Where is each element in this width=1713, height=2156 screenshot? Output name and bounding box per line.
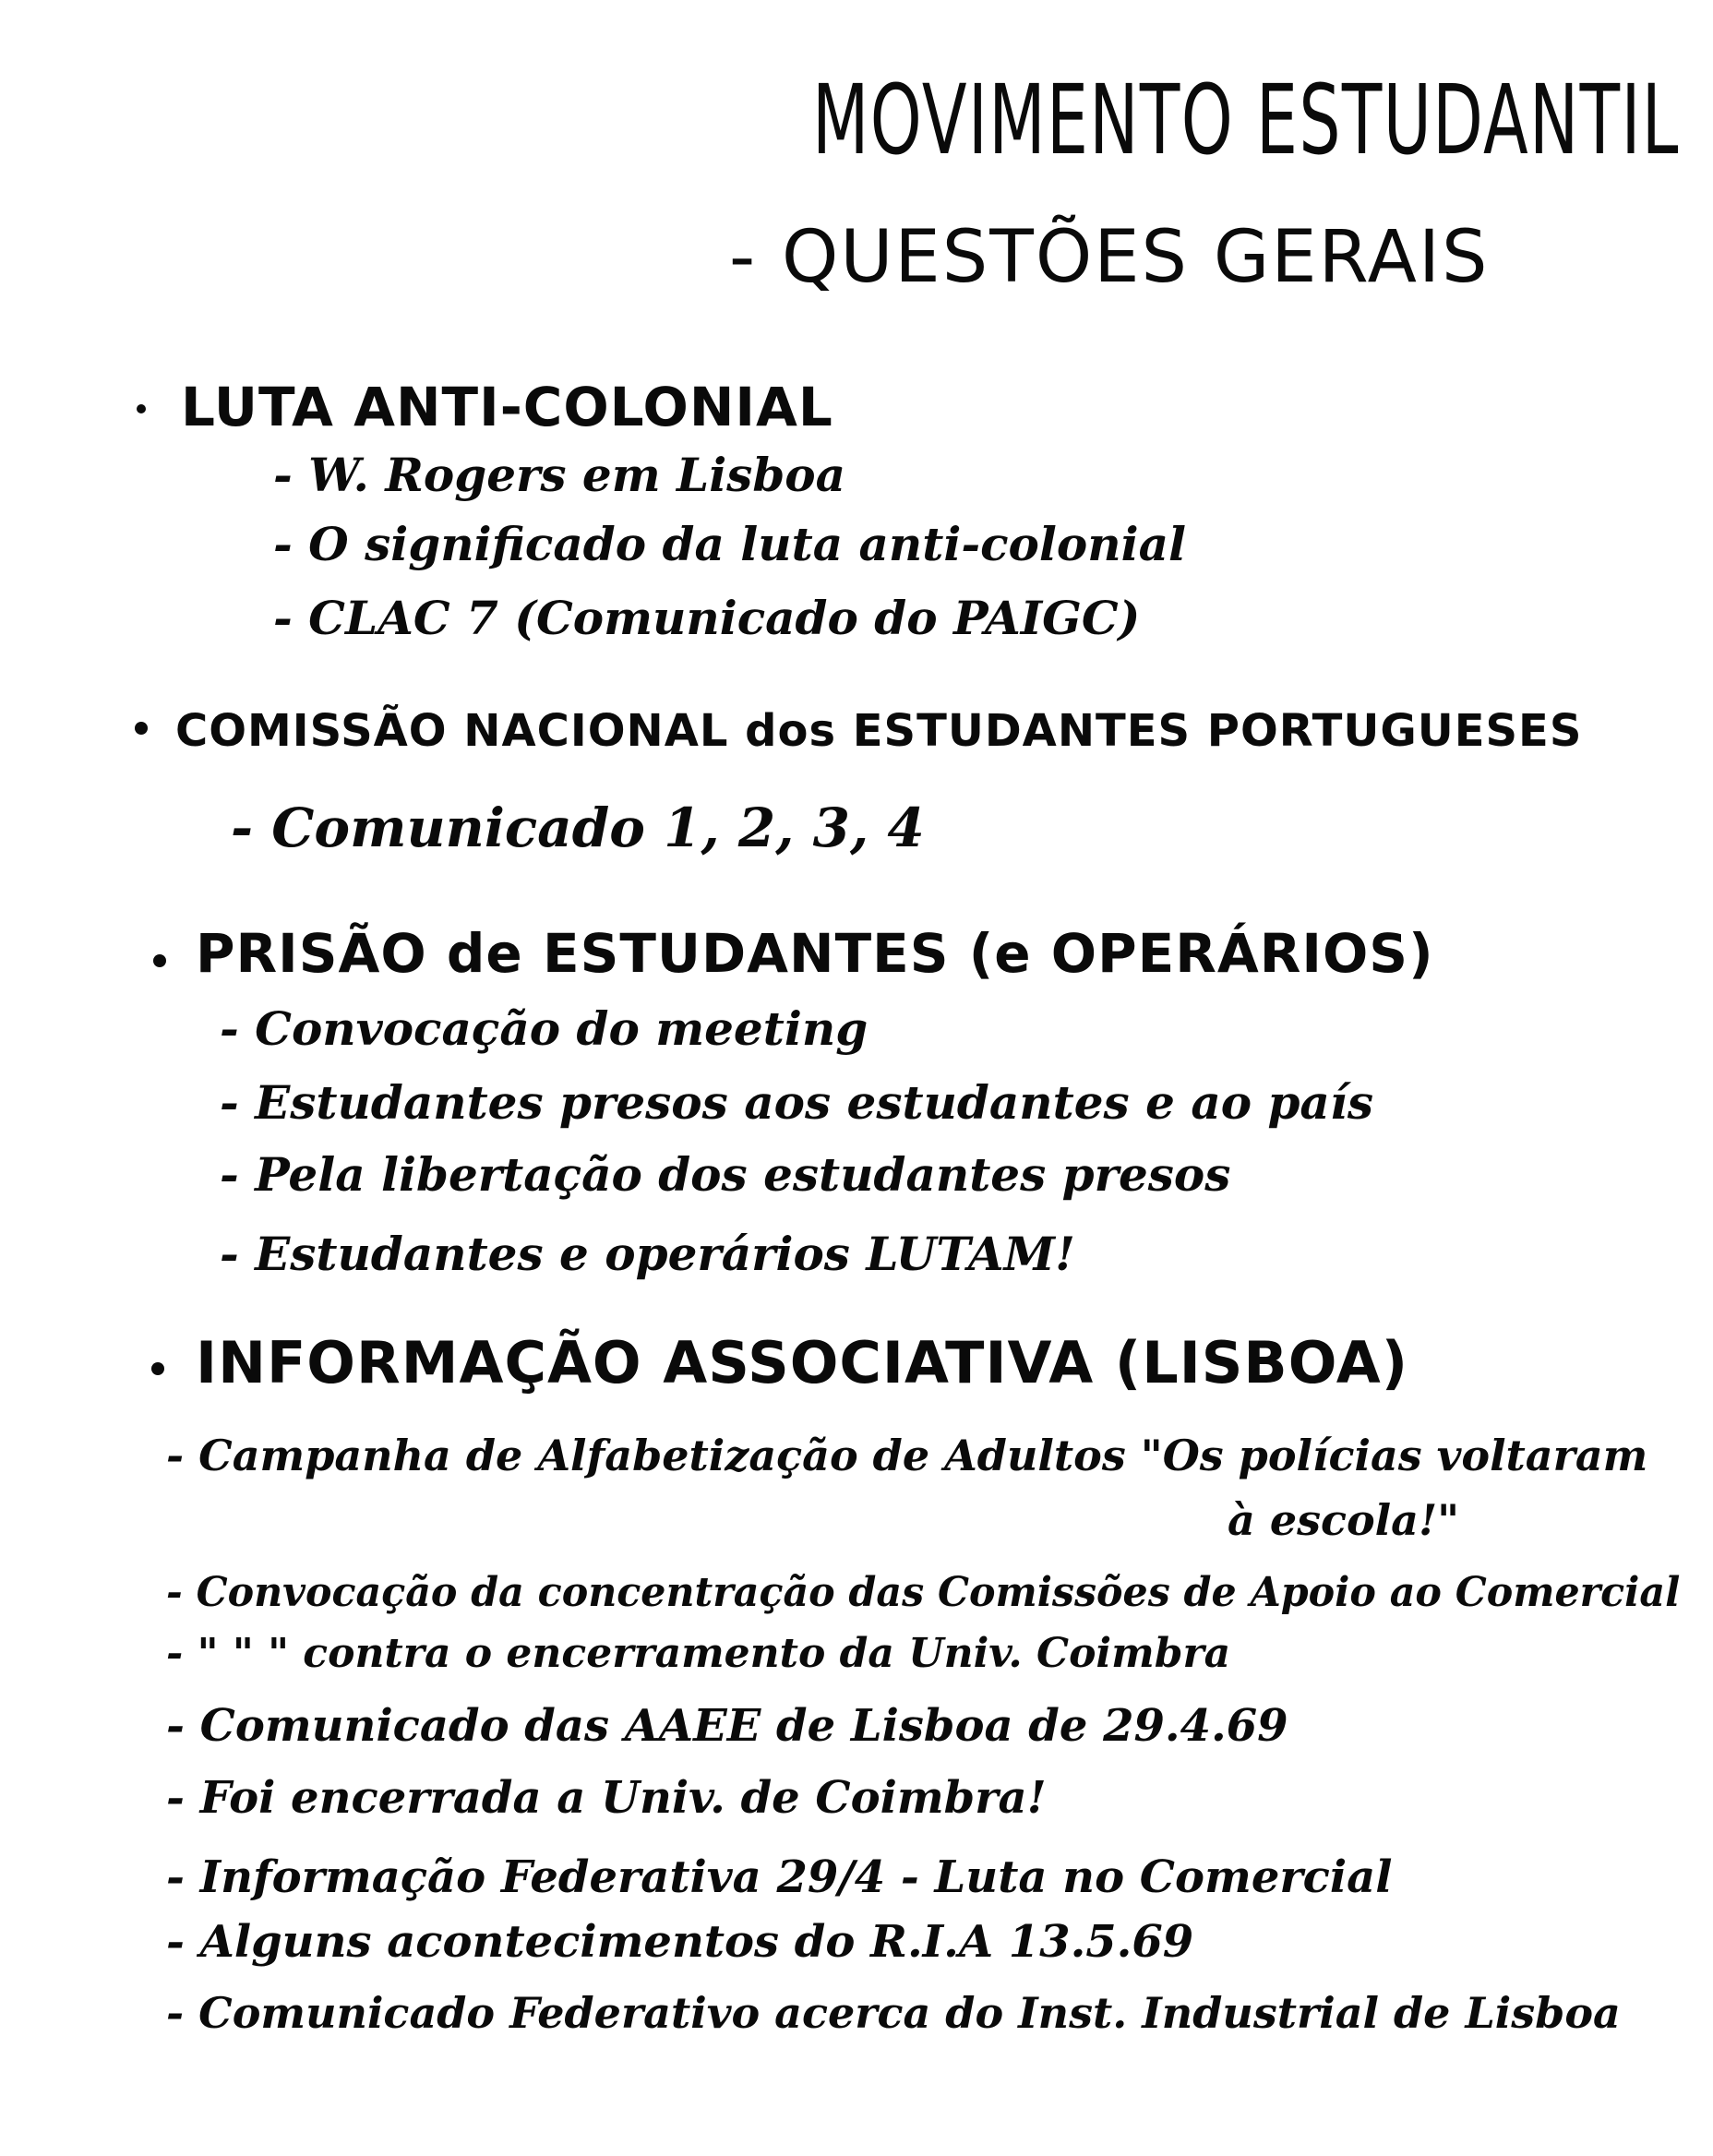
list-item: - Estudantes e operários LUTAM! [220,1227,1075,1281]
list-item: - Alguns acontecimentos do R.I.A 13.5.69 [166,1916,1194,1968]
bullet-point [135,722,148,735]
list-item: - Comunicado 1, 2, 3, 4 [231,797,925,859]
list-item: - Estudantes presos aos estudantes e ao país [220,1075,1373,1130]
section-heading-comissao-nacional: COMISSÃO NACIONAL dos ESTUDANTES PORTUGUESES [175,705,1583,757]
list-item: - Foi encerrada a Univ. de Coimbra! [166,1772,1047,1824]
list-item: - Comunicado das AAEE de Lisboa de 29.4.69 [166,1700,1288,1752]
list-item: - Comunicado Federativo acerca do Inst. Industrial de Lisboa [166,1988,1621,2038]
list-item: - Informação Federativa 29/4 - Luta no Comercial [166,1851,1393,1903]
bullet-point [137,404,146,413]
list-item: - O significado da luta anti-colonial [273,517,1186,571]
list-item: - Pela libertação dos estudantes presos [220,1147,1231,1202]
section-heading-informacao-associativa: INFORMAÇÃO ASSOCIATIVA (LISBOA) [196,1329,1409,1396]
page-subtitle: - QUESTÕES GERAIS [729,216,1490,299]
section-heading-luta-anti-colonial: LUTA ANTI-COLONIAL [181,376,833,438]
bullet-point [151,1362,164,1375]
list-item-continuation: à escola!" [1228,1495,1460,1545]
page-title: MOVIMENTO ESTUDANTIL [812,64,1680,176]
list-item: - " " " contra o encerramento da Univ. Coimbra [166,1630,1231,1677]
list-item: - Convocação do meeting [220,1001,868,1056]
list-item: - W. Rogers em Lisboa [273,448,846,502]
section-heading-prisao-de-estudantes: PRISÃO de ESTUDANTES (e OPERÁRIOS) [196,922,1434,985]
list-item: - CLAC 7 (Comunicado do PAIGC) [273,591,1141,645]
bullet-point [153,954,166,967]
list-item: - Campanha de Alfabetização de Adultos "Os polícias voltaram [166,1431,1648,1480]
list-item: - Convocação da concentração das Comissões de Apoio ao Comercial [166,1569,1681,1616]
